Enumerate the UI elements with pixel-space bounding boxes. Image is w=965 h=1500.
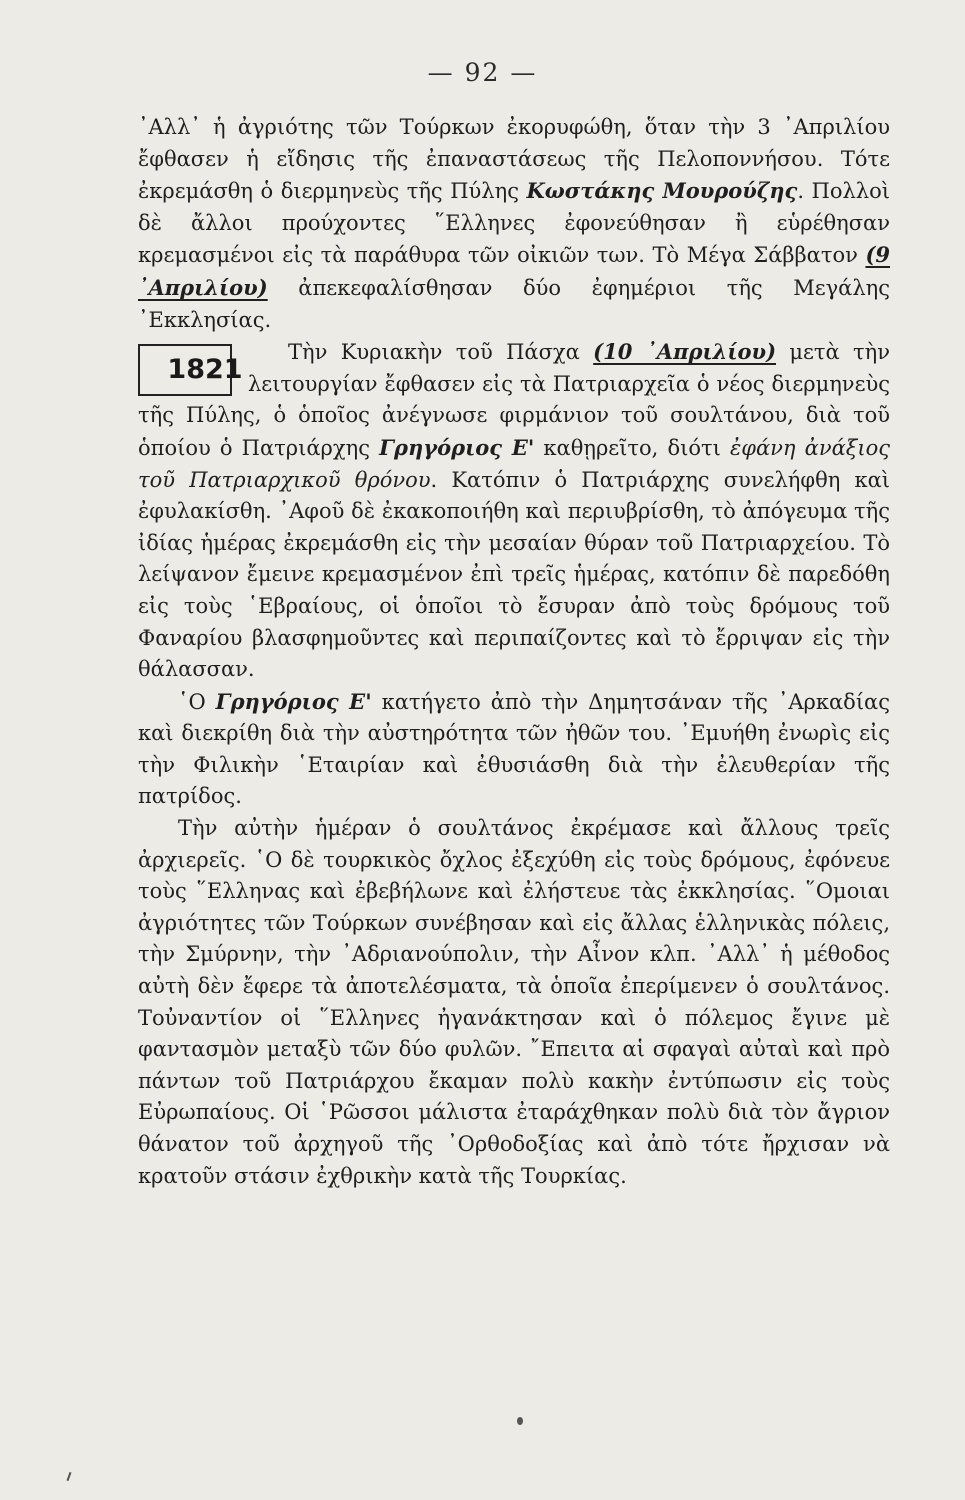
name-gregorios-1: Γρηγόριος Ε' [379, 434, 535, 460]
paragraph-1 [138, 112, 890, 336]
firman-quote: ἐφάνη ἀνάξιος τοῦ Πατριαρχικοῦ θρόνου [138, 435, 890, 492]
ink-speck [517, 1417, 523, 1425]
p2-text-4: . Κατόπιν ὁ Πατριάρχης συνελήφθη καὶ ἐφυλακίσθη. ᾿Αφοῦ δὲ ἐκακοποιήθη καὶ περιυβρίσθη, τὸ ἀπόγευμα τῆς ἰδίας ἡμέρας ἐκρεμάσθη εἰς τὴν μεσαίαν θύραν τοῦ Πατριαρχείου. Τὸ λείψανον ἔμεινε κρεμασμένον ἐπὶ τρεῖς ἡμέρας, κατόπιν δὲ παρεδόθη εἰς τοὺς ῾Εβραίους, οἱ ὁποῖοι τὸ ἔσυραν ἀπὸ τοὺς δρόμους τοῦ Φαναρίου βλασφημοῦντες καὶ περιπαίζοντες καὶ τὸ ἔρριψαν εἰς τὴν θάλασσαν. [138, 467, 890, 682]
paragraph-4: Τὴν αὐτὴν ἡμέραν ὁ σουλτάνος ἐκρέμασε καὶ ἄλλους τρεῖς ἀρχιερεῖς. ῾Ο δὲ τουρκικὸς ὄχλος ἐξεχύθη εἰς τοὺς δρόμους, ἐφόνευε τοὺς ῞Ελληνας καὶ ἐβεβήλωνε καὶ ἐλήστευε τὰς ἐκκλησίας. ῞Ομοιαι ἀγριότητες τῶν Τούρκων συνέβησαν καὶ εἰς ἄλλας ἑλληνικὰς πόλεις, τὴν Σμύρνην, τὴν ᾿Αδριανούπολιν, τὴν Αἶνον κλπ. ᾿Αλλ᾿ ἡ μέθοδος αὐτὴ δὲν ἔφερε τὰ ἀποτελέσματα, τὰ ὁποῖα ἐπερίμενεν ὁ σουλτάνος. Τοὐναντίον οἱ ῞Ελληνες ἠγανάκτησαν καὶ ὁ πόλεμος ἔγινε μὲ φαντασμὸν μεταξὺ τῶν δύο φυλῶν. ῎Επειτα αἱ σφαγαὶ αὐταὶ καὶ πρὸ πάντων τοῦ Πατριάρχου ἔκαμαν πολὺ κακὴν ἐντύπωσιν εἰς τοὺς Εὐρωπαίους. Οἱ ῾Ρῶσσοι μάλιστα ἐταράχθηκαν πολὺ διὰ τὸν ἄγριον θάνατον τοῦ ἀρχηγοῦ τῆς ᾿Ορθοδοξίας καὶ ἀπὸ τότε ἤρχισαν νὰ κρατοῦν στάσιν ἐχθρικὴν κατὰ τῆς Τουρκίας. [138, 816, 890, 1188]
ink-mark [67, 1472, 72, 1481]
page-body [138, 112, 890, 1192]
page-number: — 92 — [427, 58, 538, 87]
p1-text-1: ᾿Αλλ᾿ ἡ ἀγριότης τῶν Τούρκων ἐκορυφώθη, ὅταν τὴν 3 ᾿Απριλίου ἔφθασεν ἡ εἴδησις τῆς ἐπαναστάσεως τῆς Πελοποννήσου. Τότε ἐκρεμάσθη ὁ διερμηνεὺς τῆς Πύλης [138, 115, 890, 204]
p2-text-2: μετὰ τὴν λειτουργίαν ἔφθασεν εἰς τὰ Πατριαρχεῖα ὁ νέος διερμηνεὺς τῆς Πύλης, ὁ ὁποῖος ἀνέγνωσε φιρμάνιον τοῦ σουλτάνου, διὰ τοῦ ὁποίου ὁ Πατριάρχης [138, 340, 890, 460]
p2-text-1: Τὴν Κυριακὴν τοῦ Πάσχα [288, 340, 594, 365]
year-box-1821: 1821 [138, 344, 232, 396]
p1-text-3: ἀπεκεφαλίσθησαν δύο ἐφημέριοι τῆς Μεγάλης ᾿Εκκλησίας. [138, 275, 890, 332]
p1-text-2: . Πολλοὶ δὲ ἄλλοι προύχοντες ῞Ελληνες ἐφονεύθησαν ἢ εὑρέθησαν κρεμασμένοι εἰς τὰ παράθυρα τῶν οἰκιῶν των. Τὸ Μέγα Σάββατον [138, 179, 890, 268]
date-10-april: (10 ᾿Απριλίου) [593, 339, 776, 365]
p3-text-2: κατήγετο ἀπὸ τὴν Δημητσάναν τῆς ᾿Αρκαδίας καὶ διεκρίθη διὰ τὴν αὐστηρότητα τῶν ἠθῶν του. ᾿Εμυήθη ἐνωρὶς εἰς τὴν Φιλικὴν ῾Εταιρίαν καὶ ἐθυσιάσθη διὰ τὴν ἐλευθερίαν τῆς πατρίδος. [138, 689, 890, 809]
paragraph-3 [138, 686, 890, 813]
name-mourouzis: Κωστάκης Μουρούζης [526, 178, 798, 204]
paragraph-2 [138, 336, 890, 686]
p3-text-1: ῾Ο [178, 689, 216, 714]
name-gregorios-2: Γρηγόριος Ε' [215, 688, 372, 714]
date-9-april: (9 ᾿Απριλίου) [138, 242, 890, 300]
p2-text-3: καθῃρεῖτο, διότι [534, 435, 731, 460]
